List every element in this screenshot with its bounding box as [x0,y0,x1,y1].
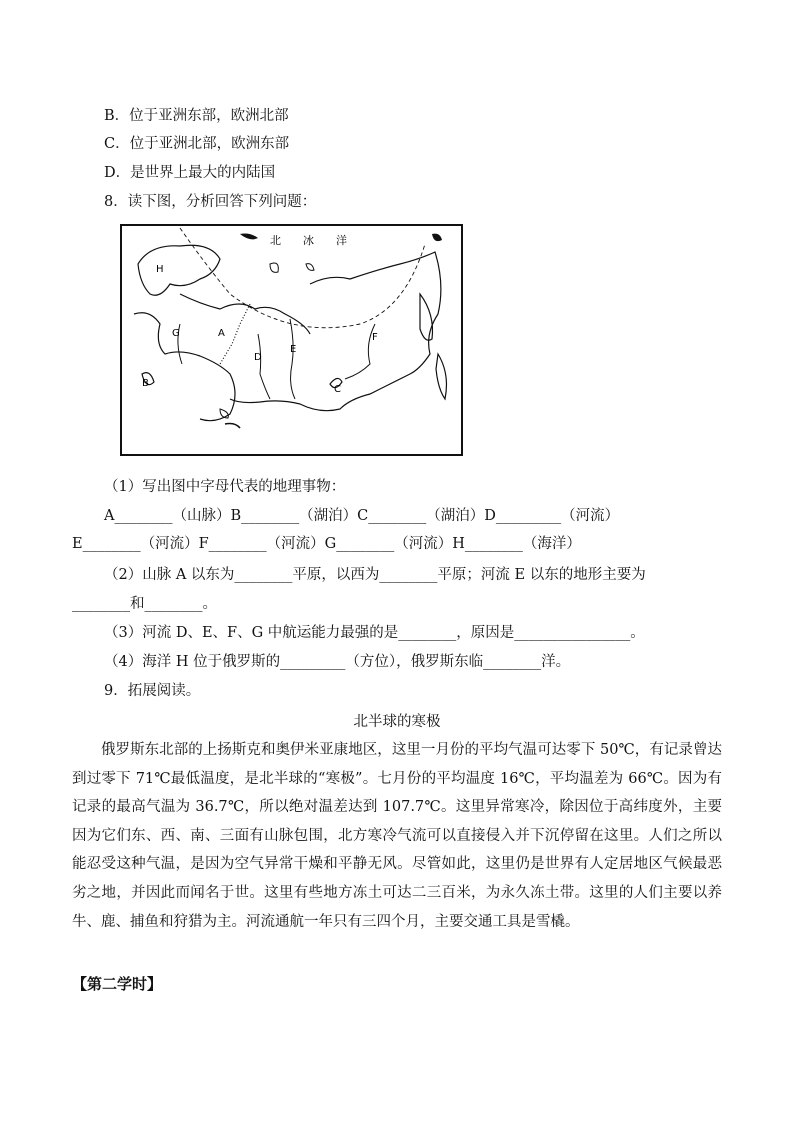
q8-sub1: （1）写出图中字母代表的地理事物： [104,479,346,495]
q8-sub3: （3）河流 D、E、F、G 中航运能力最强的是________，原因是________________。 [104,625,645,641]
option-d: D．是世界上最大的内陆国 [104,165,276,181]
section-heading: 【第二学时】 [72,975,163,993]
map-letter-f: F [372,332,378,343]
map-letter-a: A [218,328,225,339]
map-letter-h: H [156,264,164,275]
q8-row1: A________（山脉）B________（湖泊）C________（湖泊）D_________（河流） [104,508,620,524]
q8-sub2b: ________和________。 [72,596,217,612]
map-letter-e: E [290,344,297,355]
russia-map [120,224,463,456]
q8-row2: E________（河流）F________（河流）G________（河流）H________（海洋） [72,536,581,552]
map-letter-d: D [254,352,262,363]
option-b: B．位于亚洲东部，欧洲北部 [104,108,289,124]
map-ocean-label: 北 冰 洋 [270,234,347,247]
q8-sub4: （4）海洋 H 位于俄罗斯的_________（方位），俄罗斯东临________洋。 [104,654,571,670]
map-frame [121,225,462,455]
question-8-stem: 8．读下图，分析回答下列问题： [104,194,317,210]
reading-title: 北半球的寒极 [353,714,441,730]
question-9-stem: 9．拓展阅读。 [104,683,201,699]
reading-body: 俄罗斯东北部的上扬斯克和奥伊米亚康地区，这里一月份的平均气温可达零下 50℃，有记录曾达到过零下 71℃最低温度，是北半球的“寒极”。七月份的平均温度 16℃，平均温差为 66℃。因为有记录的最高气温为 36.7℃，所以绝对温差达到 107.7℃。这里异常寒冷，除因位于高纬度外，主要因为它们东、西、南、三面有山脉包围，北方寒冷气流可以直接侵入并下沉停留在这里。人们之所以能忍受这种气温，是因为空气异常干燥和平静无风。尽管如此，这里仍是世界有人定居地区气候最恶劣之地，并因此而闻名于世。这里有些地方冻土可达二三百米，为永久冻土带。这里的人们主要以养牛、鹿、捕鱼和狩猎为主。河流通航一年只有三四个月，主要交通工具是雪橇。 [72,742,722,930]
map-letter-c: C [334,384,341,395]
option-c: C．位于亚洲北部，欧洲东部 [104,136,290,152]
q8-sub2a: （2）山脉 A 以东为________平原，以西为________平原；河流 E 以东的地形主要为 [104,567,646,583]
map-letter-g: G [172,328,180,339]
map-letter-b: B [142,378,149,389]
